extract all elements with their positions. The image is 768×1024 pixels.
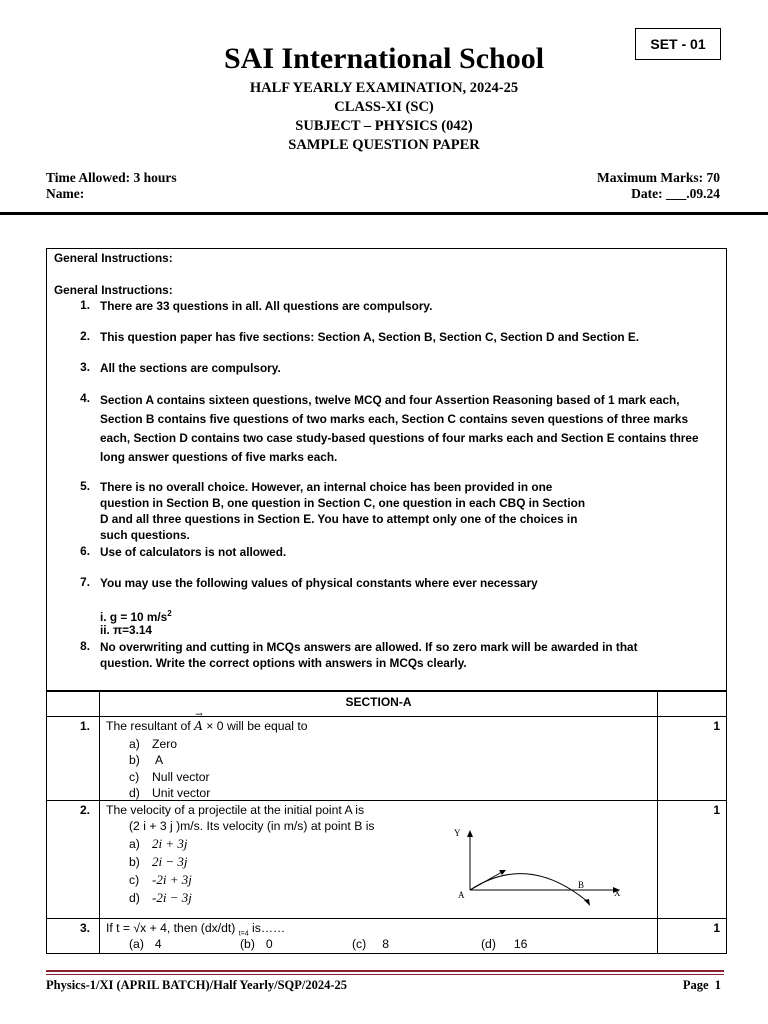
initial-velocity-arrow <box>470 872 502 890</box>
instruction-number: 3. <box>80 360 90 374</box>
instruction-number: 8. <box>80 639 90 653</box>
option-item: b) 2i − 3j <box>129 854 188 869</box>
marks: 1 <box>713 921 720 935</box>
instruction-text: Use of calculators is not allowed. <box>100 545 287 559</box>
exam-title: HALF YEARLY EXAMINATION, 2024-25 <box>249 80 519 96</box>
class-label: CLASS-XI (SC) <box>334 99 434 115</box>
instruction-text: There are 33 questions in all. All questions are compulsory. <box>100 299 433 313</box>
question-number: 2. <box>79 803 90 817</box>
y-axis-arrowhead <box>467 830 473 837</box>
instruction-line: each, Section D contains two case study-based questions of four marks each and Section E contains three <box>100 431 699 445</box>
point-a-label: A <box>458 890 465 900</box>
question-text: The resultant of → A × 0 will be equal to <box>106 710 308 733</box>
option-item: d) -2i − 3j <box>129 890 192 905</box>
question-text: If t = √x + 4, then (dx/dt) $_{t=4}$ is…… <box>106 921 286 938</box>
initial-arrowhead-icon <box>499 870 506 875</box>
instruction-text-block <box>100 639 638 671</box>
trajectory-path <box>470 874 588 902</box>
question-number: 3. <box>79 921 90 935</box>
final-arrowhead-icon <box>584 899 590 906</box>
footer-page-number: Page 1 <box>682 978 721 992</box>
instruction-number: 7. <box>80 575 90 589</box>
header-divider <box>0 212 768 215</box>
option-item: c) Null vector <box>129 769 210 784</box>
name-label: Name: <box>46 186 85 201</box>
table-bottom-border <box>46 953 727 954</box>
projectile-diagram <box>448 822 628 910</box>
option-list <box>129 835 192 907</box>
vector-a: → A <box>194 710 203 733</box>
instruction-number: 1. <box>80 298 90 312</box>
instruction-line: Section A contains sixteen questions, twelve MCQ and four Assertion Reasoning based of 1 mark each, <box>100 393 680 407</box>
table-top-border <box>46 691 727 692</box>
marks: 1 <box>713 719 720 733</box>
option-item: d) Unit vector <box>129 785 211 800</box>
instruction-line: question in Section B, one question in Section C, one question in each CBQ in Section <box>100 496 586 510</box>
instruction-text: You may use the following values of physical constants where ever necessary <box>100 576 538 590</box>
footer-rule <box>46 974 724 975</box>
instruction-number: 2. <box>80 329 90 343</box>
instruction-line: long answer questions of five marks each. <box>100 450 338 464</box>
subject-label: SUBJECT – PHYSICS (042) <box>295 118 473 134</box>
instruction-text: All the sections are compulsory. <box>100 361 281 375</box>
section-a-heading: SECTION-A <box>345 695 412 709</box>
option-item: (b) 0 <box>240 937 273 951</box>
option-list <box>129 736 210 801</box>
max-marks: Maximum Marks: 70 <box>597 170 720 185</box>
footer-paper-code: Physics-1/XI (APRIL BATCH)/Half Yearly/SQP/2024-25 <box>46 978 348 992</box>
instruction-text-block <box>100 391 699 467</box>
option-item: (d) 16 <box>481 937 528 951</box>
question-number: 1. <box>79 719 90 733</box>
instruction-line: There is no overall choice. However, an internal choice has been provided in one <box>100 480 553 494</box>
time-allowed: Time Allowed: 3 hours <box>46 170 177 185</box>
instruction-number: 4. <box>80 391 90 405</box>
x-axis-label: X <box>614 888 621 898</box>
constant-g: i. g = 10 $m/s^2$ <box>100 609 172 624</box>
instructions-heading-repeat: General Instructions: <box>54 283 173 297</box>
instruction-line: Section B contains five questions of two marks each, Section C contains seven questions of three marks <box>100 412 689 426</box>
option-item: a) 2i + 3j <box>129 836 188 851</box>
question-text-line: The velocity of a projectile at the initial point A is <box>106 803 365 817</box>
table-right-border <box>726 691 727 954</box>
instruction-number: 6. <box>80 544 90 558</box>
instruction-line: question. Write the correct options with answers in MCQs clearly. <box>100 656 467 670</box>
option-item: (c) 8 <box>352 937 389 951</box>
option-item: b) A <box>129 753 164 768</box>
instruction-line: such questions. <box>100 528 190 542</box>
footer-rule <box>46 970 724 972</box>
date-label: Date: ___.09.24 <box>631 186 720 201</box>
table-row-divider <box>46 918 727 919</box>
instruction-line: D and all three questions in Section E. You have to attempt only one of the choices in <box>100 512 578 526</box>
table-column-divider <box>99 691 100 954</box>
instructions-heading: General Instructions: <box>54 251 173 265</box>
y-axis-label: Y <box>454 828 461 838</box>
point-b-label: B <box>578 880 585 890</box>
option-item: c) -2i + 3j <box>129 872 192 887</box>
question-text-line: (2 i + 3 j )m/s. Its velocity (in m/s) at point B is <box>129 819 375 833</box>
option-item: a) Zero <box>129 737 178 751</box>
instruction-text-block <box>100 479 585 543</box>
instruction-number: 5. <box>80 479 90 493</box>
option-item: (a) 4 <box>129 937 162 951</box>
set-label: SET - 01 <box>650 36 706 52</box>
constant-pi: ii. π=3.14 <box>100 623 152 637</box>
marks: 1 <box>713 803 720 817</box>
paper-type: SAMPLE QUESTION PAPER <box>288 137 480 153</box>
instruction-line: No overwriting and cutting in MCQs answers are allowed. If so zero mark will be awarded in that <box>100 640 638 654</box>
school-name: SAI International School <box>223 42 545 75</box>
table-row-divider <box>46 716 727 717</box>
instruction-text: This question paper has five sections: Section A, Section B, Section C, Section D and Section E. <box>100 330 640 344</box>
